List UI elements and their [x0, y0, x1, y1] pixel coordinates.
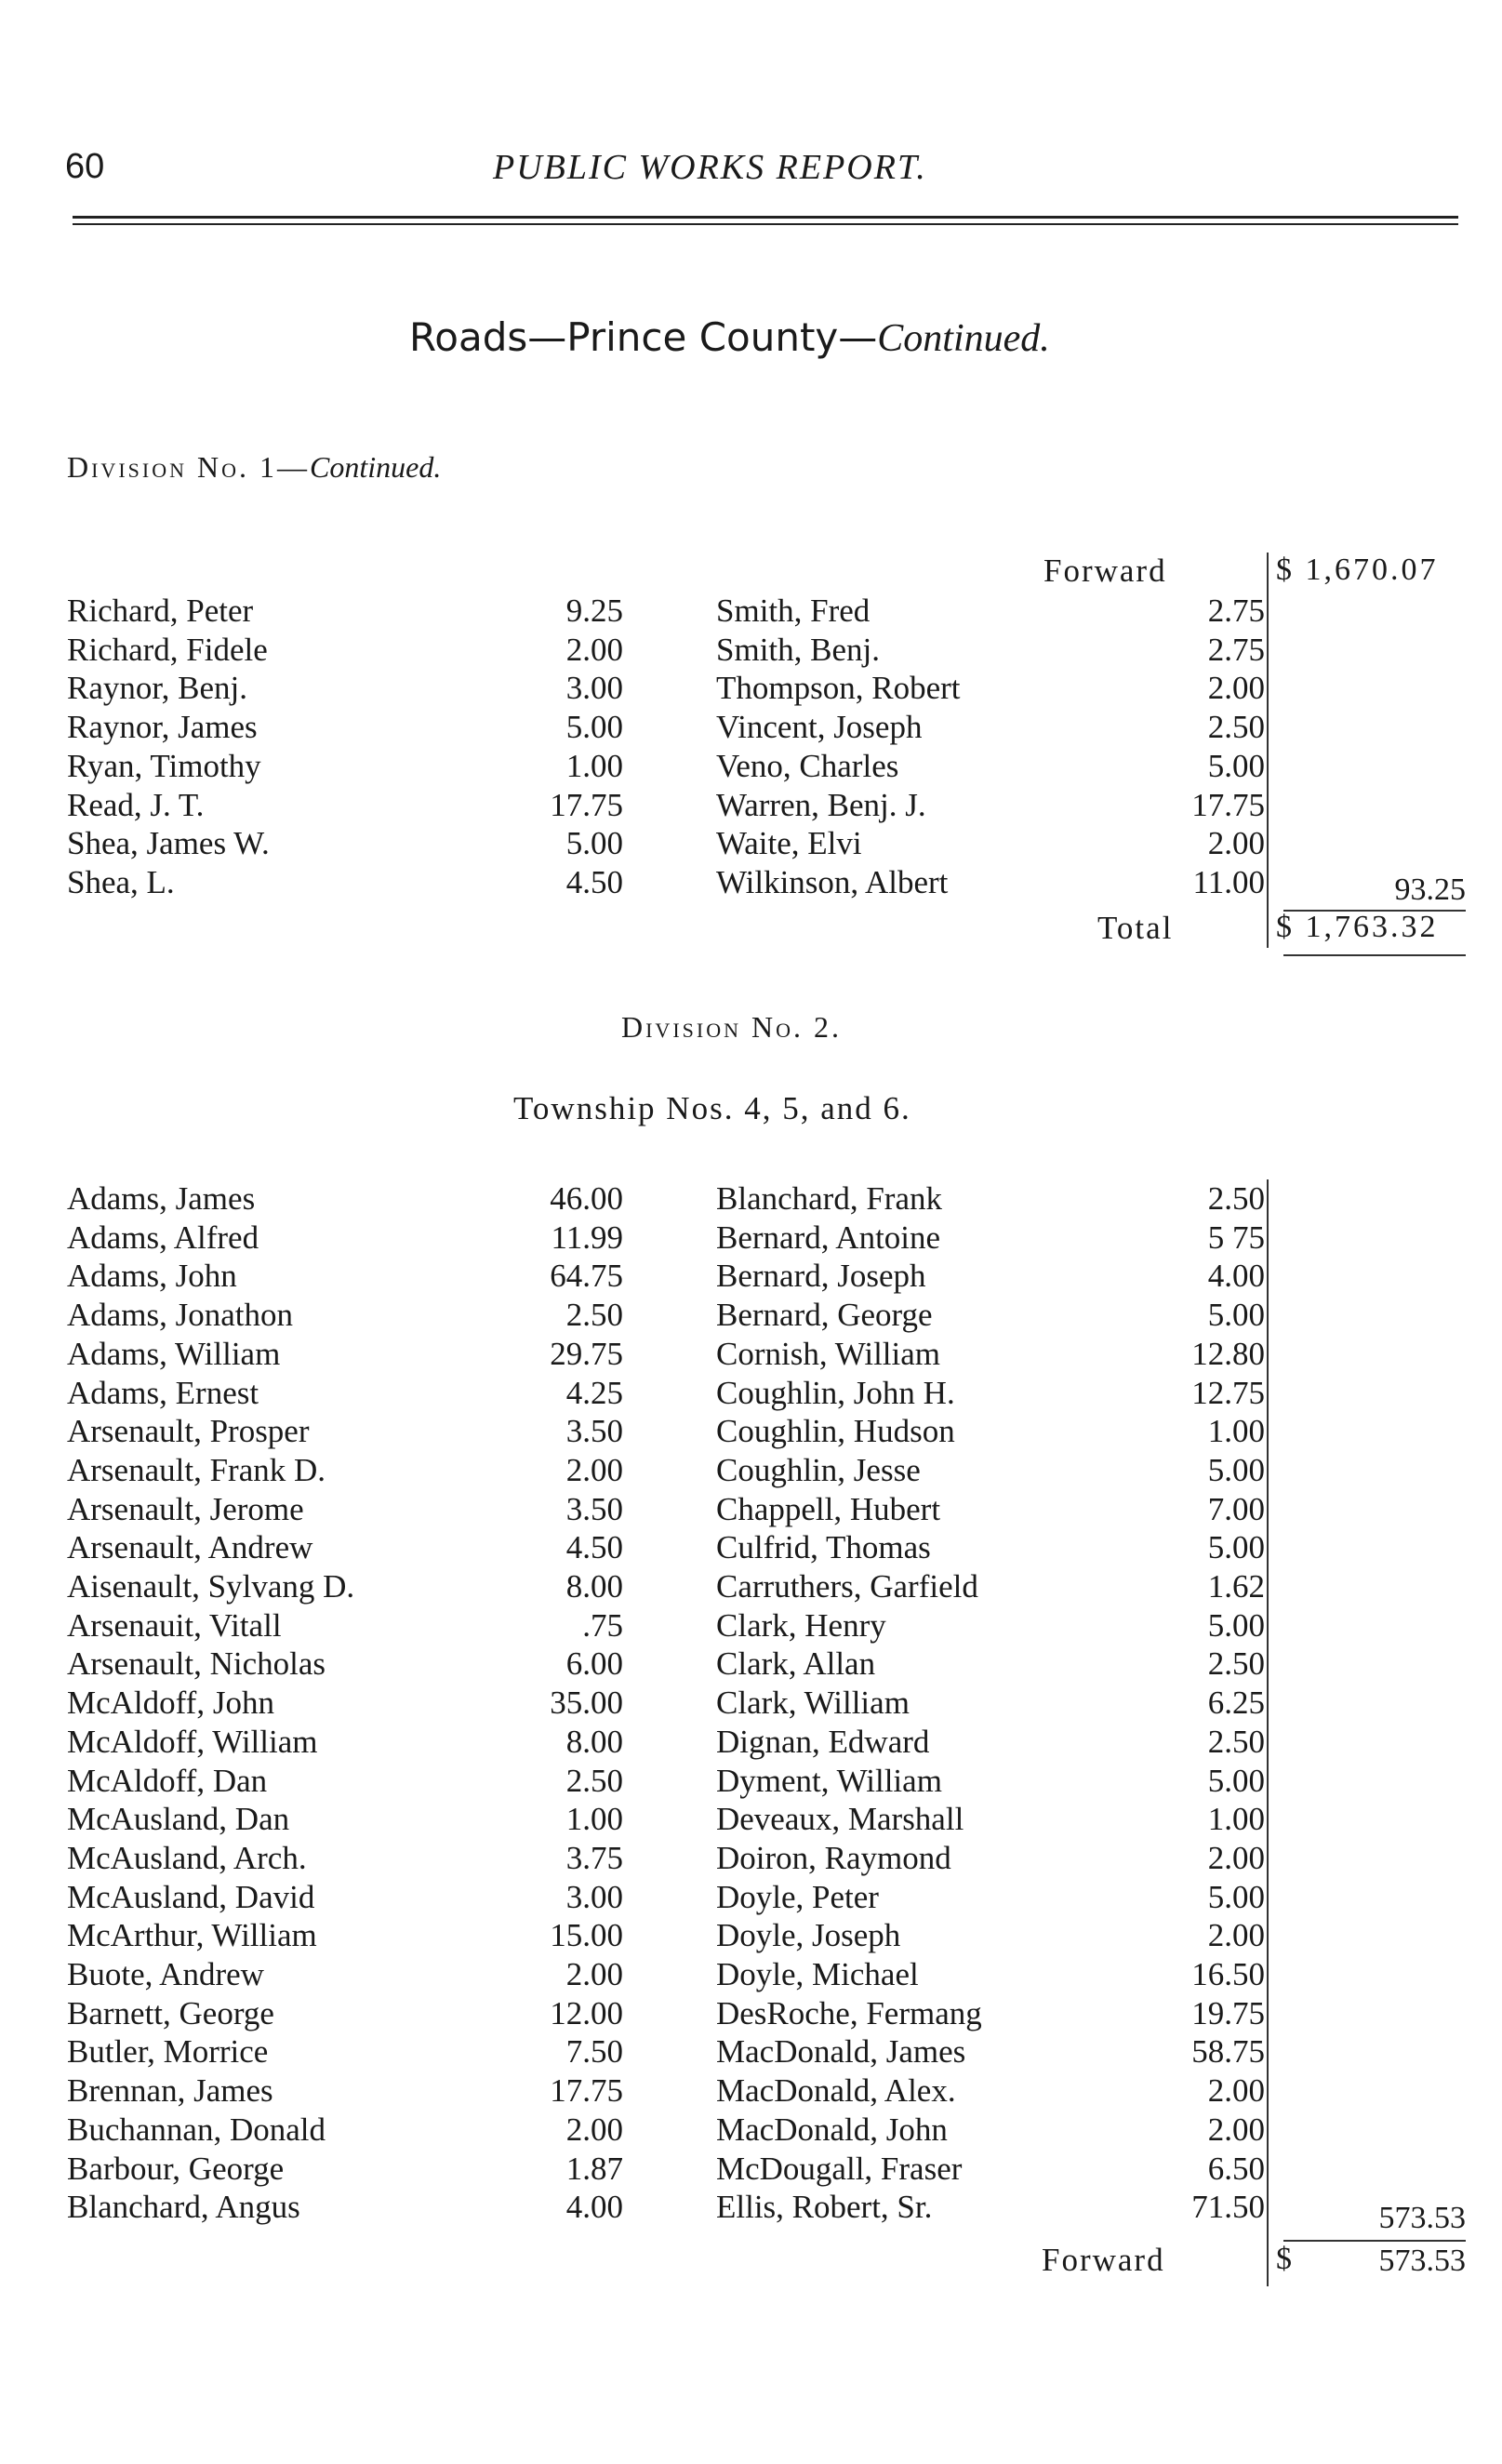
payee-name: Adams, James	[67, 1180, 256, 1217]
page-number: 60	[65, 147, 105, 186]
payment-amount: 17.75	[1191, 786, 1265, 823]
division1-heading	[67, 450, 441, 485]
payment-amount: 7.00	[1207, 1490, 1265, 1527]
payee-name: Culfrid, Thomas	[716, 1529, 931, 1566]
payee-name: Deveaux, Marshall	[716, 1801, 964, 1838]
payment-amount: 4.50	[565, 863, 623, 900]
header-rule-top	[73, 216, 1458, 219]
payment-amount: 2.00	[1207, 1917, 1265, 1954]
payee-name: Warren, Benj. J.	[716, 786, 926, 823]
payee-name: McAldoff, William	[67, 1723, 318, 1760]
payment-amount: 2.00	[565, 2111, 623, 2148]
division2-township: Township Nos. 4, 5, and 6.	[513, 1090, 911, 1126]
payment-amount: 2.00	[565, 1451, 623, 1488]
payment-amount: 2.50	[1207, 709, 1265, 746]
payment-amount: 19.75	[1191, 1994, 1265, 2031]
payment-amount: 2.50	[1207, 1645, 1265, 1683]
payment-amount: 3.00	[565, 670, 623, 707]
payment-amount: 5.00	[1207, 1529, 1265, 1566]
payee-name: Coughlin, John H.	[716, 1374, 955, 1411]
payee-name: MacDonald, James	[716, 2033, 966, 2071]
payee-name: Arsenault, Andrew	[67, 1529, 313, 1566]
payment-amount: 2.75	[1207, 631, 1265, 668]
payee-name: Buote, Andrew	[67, 1956, 264, 1992]
payee-name: Adams, John	[67, 1258, 237, 1295]
payment-amount: 2.50	[1207, 1180, 1265, 1217]
payee-name: McAusland, David	[67, 1878, 315, 1915]
payment-amount: 5.00	[565, 825, 623, 862]
payment-amount: 6.00	[565, 1645, 623, 1683]
payment-amount: 6.50	[1207, 2150, 1265, 2187]
payee-name: McAusland, Dan	[67, 1801, 290, 1838]
payment-amount: 5 75	[1207, 1219, 1265, 1256]
payee-name: McAusland, Arch.	[67, 1839, 307, 1876]
division2-heading: Division No. 2.	[621, 1010, 842, 1044]
payment-amount: .75	[582, 1606, 623, 1644]
payment-amount: 2.50	[1207, 1723, 1265, 1760]
payment-amount: 17.75	[550, 786, 623, 823]
payee-name: Dyment, William	[716, 1762, 942, 1799]
payment-amount: 5.00	[1207, 1451, 1265, 1488]
payment-amount: 1.62	[1207, 1568, 1265, 1605]
division1-forward-amount: $ 1,670.07	[1276, 553, 1439, 587]
payment-amount: 2.50	[565, 1762, 623, 1799]
payee-name: Bernard, Antoine	[716, 1219, 941, 1256]
payment-amount: 3.00	[565, 1878, 623, 1915]
payment-amount: 2.00	[1207, 2111, 1265, 2148]
payment-amount: 3.50	[565, 1413, 623, 1450]
payment-amount: 5.00	[1207, 1297, 1265, 1334]
payee-name: Arsenault, Frank D.	[67, 1451, 326, 1488]
payment-amount: 5.00	[565, 709, 623, 746]
payee-name: Dignan, Edward	[716, 1723, 930, 1760]
division2-forward-dollar: $	[1276, 2242, 1292, 2276]
payee-name: Chappell, Hubert	[716, 1490, 941, 1527]
payment-amount: 1.00	[565, 1801, 623, 1838]
payment-amount: 2.75	[1207, 593, 1265, 629]
division1-heading-text: Division No. 1—	[67, 450, 310, 484]
payment-amount: 2.00	[1207, 1839, 1265, 1876]
payee-name: Veno, Charles	[716, 747, 899, 784]
payee-name: Wilkinson, Albert	[716, 863, 949, 900]
payee-name: Clark, William	[716, 1685, 910, 1722]
division1-column-rule	[1267, 553, 1269, 948]
payee-name: Doiron, Raymond	[716, 1839, 951, 1876]
payment-amount: 2.00	[565, 631, 623, 668]
payment-amount: 3.50	[565, 1490, 623, 1527]
title-continued: Continued.	[877, 317, 1050, 360]
payment-amount: 9.25	[565, 593, 623, 629]
payee-name: Smith, Fred	[716, 593, 871, 629]
payee-name: Coughlin, Hudson	[716, 1413, 955, 1450]
payee-name: Raynor, James	[67, 709, 258, 746]
payee-name: Clark, Allan	[716, 1645, 876, 1683]
header-rule-bottom	[73, 223, 1458, 225]
payment-amount: 4.00	[565, 2189, 623, 2226]
payment-amount: 6.25	[1207, 1685, 1265, 1722]
payment-amount: 2.50	[565, 1297, 623, 1334]
payment-amount: 1.00	[1207, 1801, 1265, 1838]
payee-name: MacDonald, Alex.	[716, 2072, 956, 2110]
payee-name: Blanchard, Angus	[67, 2189, 300, 2226]
division2-subtotal: 573.53	[1378, 2201, 1466, 2235]
payee-name: Arsenault, Nicholas	[67, 1645, 326, 1683]
payee-name: McAldoff, John	[67, 1685, 274, 1722]
payee-name: McArthur, William	[67, 1917, 317, 1954]
payee-name: Smith, Benj.	[716, 631, 880, 668]
payment-amount: 2.00	[565, 1956, 623, 1992]
division1-total-amount: $ 1,763.32	[1276, 910, 1439, 944]
payment-amount: 8.00	[565, 1568, 623, 1605]
payee-name: Shea, James W.	[67, 825, 270, 862]
payment-amount: 35.00	[550, 1685, 623, 1722]
payment-amount: 4.25	[565, 1374, 623, 1411]
payee-name: Thompson, Robert	[716, 670, 961, 707]
payment-amount: 12.80	[1191, 1335, 1265, 1372]
payee-name: Bernard, Joseph	[716, 1258, 926, 1295]
payment-amount: 2.00	[1207, 670, 1265, 707]
payment-amount: 64.75	[550, 1258, 623, 1295]
payee-name: Clark, Henry	[716, 1606, 886, 1644]
payee-name: Vincent, Joseph	[716, 709, 923, 746]
payee-name: Doyle, Joseph	[716, 1917, 901, 1954]
division1-heading-continued: Continued.	[309, 450, 442, 484]
payment-amount: 5.00	[1207, 747, 1265, 784]
payee-name: Barbour, George	[67, 2150, 285, 2187]
payment-amount: 4.00	[1207, 1258, 1265, 1295]
payee-name: Ellis, Robert, Sr.	[716, 2189, 933, 2226]
payee-name: Brennan, James	[67, 2072, 273, 2110]
payee-name: McDougall, Fraser	[716, 2150, 963, 2187]
payee-name: Richard, Peter	[67, 593, 254, 629]
payment-amount: 58.75	[1191, 2033, 1265, 2071]
payee-name: Cornish, William	[716, 1335, 941, 1372]
payment-amount: 11.99	[551, 1219, 623, 1256]
payee-name: Raynor, Benj.	[67, 670, 247, 707]
payee-name: Coughlin, Jesse	[716, 1451, 921, 1488]
payee-name: Read, J. T.	[67, 786, 205, 823]
payee-name: Blanchard, Frank	[716, 1180, 942, 1217]
payee-name: Arsenauit, Vitall	[67, 1606, 282, 1644]
division2-column-rule	[1267, 1179, 1269, 2286]
payment-amount: 12.00	[550, 1994, 623, 2031]
payee-name: Buchannan, Donald	[67, 2111, 326, 2148]
payment-amount: 11.00	[1192, 863, 1265, 900]
payee-name: Adams, Ernest	[67, 1374, 259, 1411]
division2-forward-amount: 573.53	[1378, 2244, 1466, 2278]
payment-amount: 5.00	[1207, 1762, 1265, 1799]
payment-amount: 1.00	[1207, 1413, 1265, 1450]
payee-name: McAldoff, Dan	[67, 1762, 268, 1799]
division2-subtotal-rule	[1283, 2240, 1466, 2242]
payee-name: Waite, Elvi	[716, 825, 862, 862]
payee-name: Ryan, Timothy	[67, 747, 261, 784]
payee-name: Arsenault, Jerome	[67, 1490, 304, 1527]
payee-name: Adams, Alfred	[67, 1219, 259, 1256]
payment-amount: 1.87	[565, 2150, 623, 2187]
title-main: Roads—Prince County—	[409, 314, 878, 360]
payee-name: Butler, Morrice	[67, 2033, 269, 2071]
division1-forward-label: Forward	[1043, 553, 1167, 589]
payment-amount: 71.50	[1191, 2189, 1265, 2226]
payee-name: Aisenault, Sylvang D.	[67, 1568, 355, 1605]
payee-name: Bernard, George	[716, 1297, 933, 1334]
payment-amount: 7.50	[565, 2033, 623, 2071]
payee-name: Doyle, Peter	[716, 1878, 879, 1915]
payment-amount: 3.75	[565, 1839, 623, 1876]
payment-amount: 1.00	[565, 747, 623, 784]
payee-name: Richard, Fidele	[67, 631, 268, 668]
payee-name: Adams, Jonathon	[67, 1297, 294, 1334]
payee-name: Arsenault, Prosper	[67, 1413, 310, 1450]
division1-total-rule	[1283, 954, 1466, 956]
payee-name: Adams, William	[67, 1335, 281, 1372]
division1-subtotal: 93.25	[1394, 872, 1466, 907]
report-title: PUBLIC WORKS REPORT.	[493, 148, 927, 187]
payee-name: Carruthers, Garfield	[716, 1568, 978, 1605]
division2-forward-label: Forward	[1042, 2242, 1165, 2278]
page-title	[409, 314, 1050, 361]
payment-amount: 5.00	[1207, 1878, 1265, 1915]
payment-amount: 5.00	[1207, 1606, 1265, 1644]
payee-name: Shea, L.	[67, 863, 175, 900]
payment-amount: 8.00	[565, 1723, 623, 1760]
payment-amount: 12.75	[1191, 1374, 1265, 1411]
payee-name: Barnett, George	[67, 1994, 274, 2031]
payee-name: DesRoche, Fermang	[716, 1994, 982, 2031]
payment-amount: 17.75	[550, 2072, 623, 2110]
payment-amount: 29.75	[550, 1335, 623, 1372]
payment-amount: 15.00	[550, 1917, 623, 1954]
payment-amount: 16.50	[1191, 1956, 1265, 1992]
division1-total-label: Total	[1097, 910, 1174, 946]
payment-amount: 4.50	[565, 1529, 623, 1566]
payment-amount: 2.00	[1207, 825, 1265, 862]
payee-name: MacDonald, John	[716, 2111, 948, 2148]
payment-amount: 2.00	[1207, 2072, 1265, 2110]
payee-name: Doyle, Michael	[716, 1956, 919, 1992]
payment-amount: 46.00	[550, 1180, 623, 1217]
